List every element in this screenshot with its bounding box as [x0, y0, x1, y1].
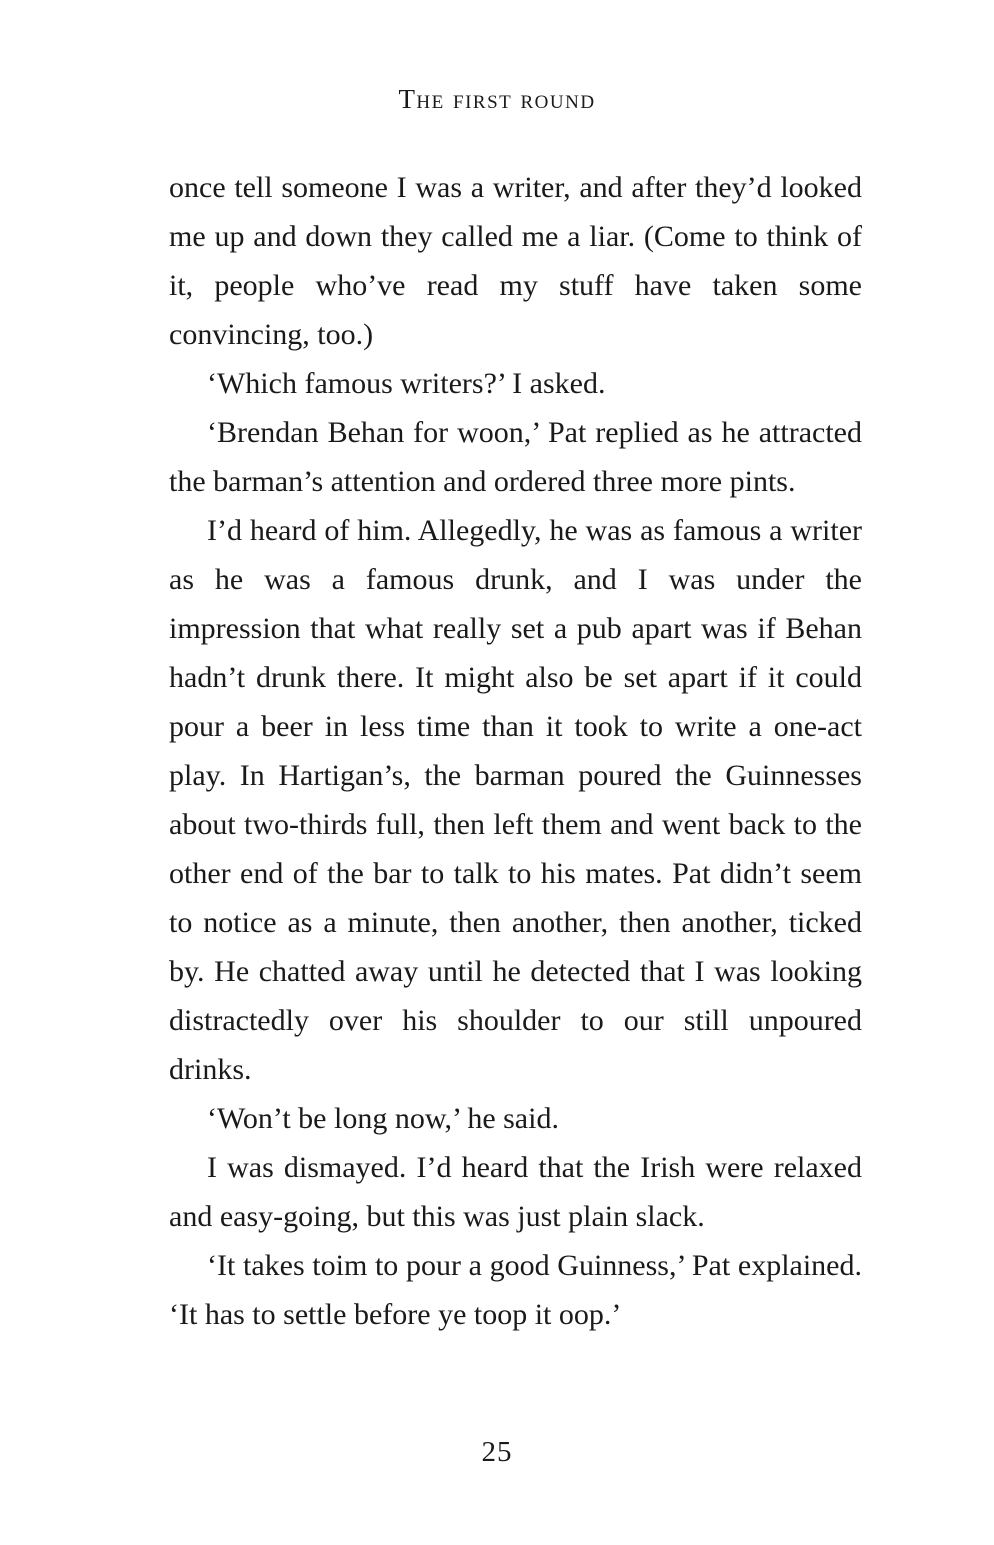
- paragraph-wont-be-long: ‘Won’t be long now,’ he said.: [207, 1102, 559, 1135]
- page-number: 25: [481, 1436, 513, 1468]
- running-head: The first round: [398, 84, 596, 114]
- body-text: [169, 163, 862, 1339]
- paragraph-heard-of-him: I’d heard of him. Allegedly, he was as famous a writer as he was a famous drunk, and I was under the impression that what really set a pub apart was if Behan hadn’t drunk there. It might also be set apart if it could pour a beer in less time than it took to write a one-act play. In Hartigan’s, the barman poured the Guinnesses about two-thirds full, then left them and went back to the other end of the bar to talk to his mates. Pat didn’t seem to notice as a minute, then another, then another, ticked by. He chatted away until he detected that I was looking distractedly over his shoulder to our still unpoured drinks.: [169, 514, 862, 1086]
- paragraph-brendan-behan: ‘Brendan Behan for woon,’ Pat replied as he attracted the barman’s attention and ordered three more pints.: [169, 416, 862, 498]
- paragraph-continuation: once tell someone I was a writer, and after they’d looked me up and down they called me a liar. (Come to think of it, people who’ve read my stuff have taken some convincing, too.): [169, 171, 862, 351]
- paragraph-takes-toim: ‘It takes toim to pour a good Guinness,’ Pat explained. ‘It has to settle before ye toop it oop.’: [169, 1249, 862, 1331]
- paragraph-which-famous-writers: ‘Which famous writers?’ I asked.: [207, 367, 606, 400]
- paragraph-dismayed: I was dismayed. I’d heard that the Irish were relaxed and easy-going, but this was just plain slack.: [169, 1151, 862, 1233]
